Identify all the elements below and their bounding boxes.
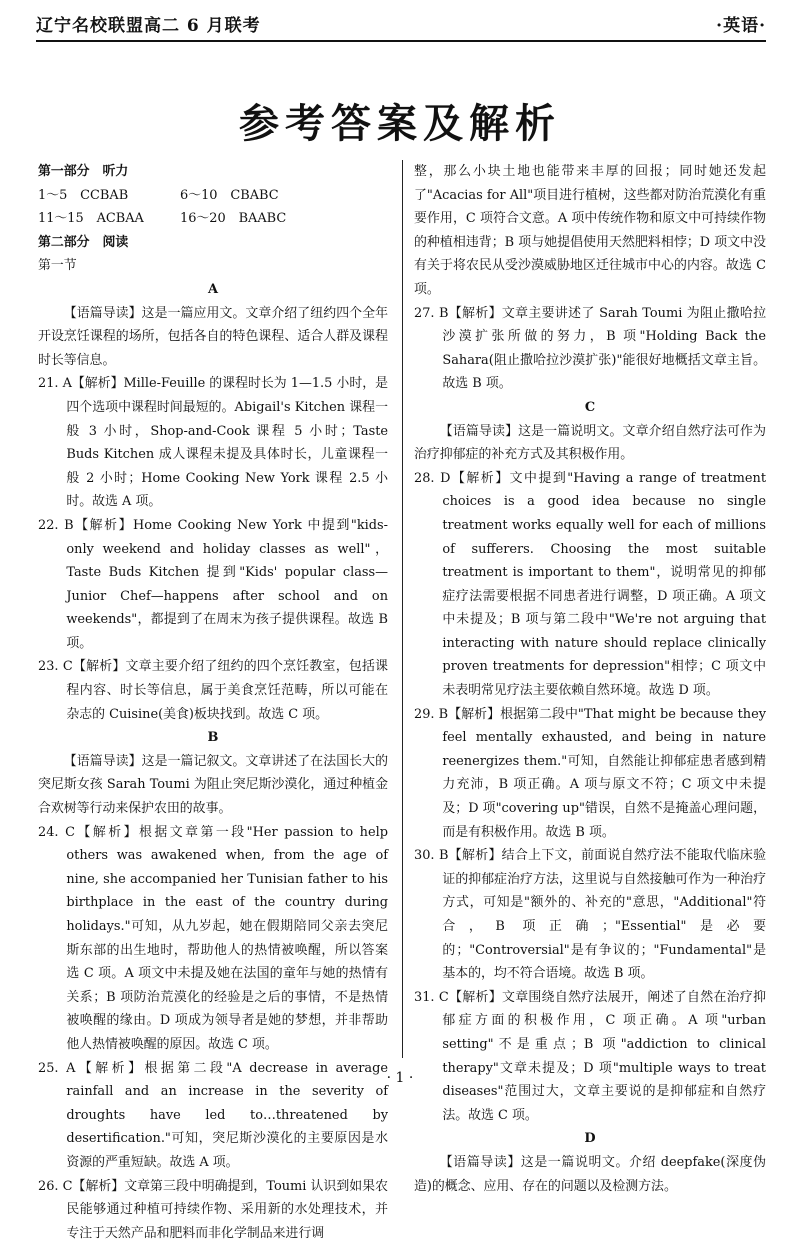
answer-explanation: 27. B【解析】文章主要讲述了 Sarah Toumi 为阻止撒哈拉沙漠扩张所做的努力，B 项"Holding Back the Sahara(阻止撒哈拉沙漠扩张)"能很好地概括文章主旨。故选 B 项。 — [414, 305, 766, 392]
answer-explanation: 28. D【解析】文中提到"Having a range of treatment choices is a good idea because no single treatment works equally well for each of millions of sufferers. Choosing the most suitable treatment is important to them"，说明常见的抑郁症疗法需要根据不同患者进行调整，D 项正确。A 项文中未提及；B 项与第二段中"We're not arguing that interacting with nature should replace clinically proven treatments for depression"相悖；C 项文中未表明常见疗法主要依赖自然环境。故选 D 项。 — [414, 470, 766, 699]
passage-intro: 【语篇导读】这是一篇说明文。文章介绍自然疗法可作为治疗抑郁症的补充方式及其积极作用。 — [414, 423, 766, 463]
passage-intro: 【语篇导读】这是一篇记叙文。文章讲述了在法国长大的突尼斯女孩 Sarah Toumi 为阻止突尼斯沙漠化，通过种植金合欢树等行动来保护农田的故事。 — [38, 753, 388, 817]
column-divider — [402, 160, 403, 1058]
answer-row — [38, 207, 388, 231]
answer-explanation: 22. B【解析】Home Cooking New York 中提到"kids-only weekend and holiday classes as well"，Taste Buds Kitchen 提到"Kids' popular class—Junior Chef—happens after school and on weekends"，都提到了在周末为孩子提供课程。故选 B 项。 — [38, 517, 388, 651]
exam-title: 辽宁名校联盟高二 6 月联考 — [36, 16, 261, 36]
passage-intro: 【语篇导读】这是一篇说明文。介绍 deepfake(深度伪造)的概念、应用、存在的问题以及检测方法。 — [414, 1154, 766, 1194]
page-header — [36, 8, 766, 42]
passage-intro: 【语篇导读】这是一篇应用文。文章介绍了纽约四个全年开设烹饪课程的场所，包括各自的特色课程、适合人群及课程时长等信息。 — [38, 305, 388, 368]
answer-explanation: 21. A【解析】Mille-Feuille 的课程时长为 1—1.5 小时，是四个选项中课程时间最短的。Abigail's Kitchen 课程一般 3 小时，Shop-and-Cook 课程 5 小时；Taste Buds Kitchen 成人课程未提及具体时长，儿童课程一般 2 小时；Home Cooking New York 课程 2.5 小时。故选 A 项。 — [38, 376, 388, 510]
answer-group: 11～15 ACBAA — [38, 211, 144, 227]
answer-explanation: 31. C【解析】文章围绕自然疗法展开，阐述了自然在治疗抑郁症方面的积极作用，C 项正确。A 项"urban setting"不是重点；B 项"addiction to clinical therapy"文章未提及；D 项"multiple ways to treat diseases"范围过大，文章主要说的是抑郁症和自然疗法。故选 C 项。 — [414, 989, 766, 1123]
answer-row — [38, 184, 388, 208]
section-title: 第一节 — [38, 258, 77, 274]
answer-explanation: 24. C【解析】根据文章第一段"Her passion to help others was awakened when, from the age of nine, she accompanied her Tunisian father to his birthplace in the east of the country during holidays."可知，从九岁起，她在假期陪同父亲去突尼斯东部的出生地时，帮助他人的热情被唤醒，所以答案选 C 项。A 项文中未提及她在法国的童年与她的热情有关系；B 项防治荒漠化的经验是之后的事情，不是热情被唤醒的缘由。D 项成为领导者是她的梦想，并非帮助他人热情被唤醒的原因。故选 C 项。 — [38, 824, 388, 1052]
answer-explanation: 26. C【解析】文章第三段中明确提到，Toumi 认识到如果农民能够通过种植可持续作物、采用新的水处理技术，并专注于天然产品和肥料而非化学制品来进行调 — [38, 1178, 388, 1241]
answer-explanation: 23. C【解析】文章主要介绍了纽约的四个烹饪教室，包括课程内容、时长等信息，属于美食烹饪范畴，所以可能在杂志的 Cuisine(美食)板块找到。故选 C 项。 — [38, 659, 388, 722]
answer-explanation: 29. B【解析】根据第二段中"That might be because they feel mentally exhausted, and being in nature reenergizes them."可知，自然能让抑郁症患者感到精力充沛，B 项正确。A 项与原文不符；C 项文中未提及；D 项"covering up"错误，自然不是掩盖心理问题，而是有积极作用。故选 B 项。 — [414, 706, 766, 840]
answer-explanation: 25. A【解析】根据第二段"A decrease in average rainfall and an increase in the severity of droughts have led to…threatened by desertification."可知，突尼斯沙漠化的主要原因是水资源的严重短缺。故选 A 项。 — [38, 1060, 388, 1170]
answer-explanation: 30. B【解析】结合上下文，前面说自然疗法不能取代临床验证的抑郁症治疗方法，这里说与自然接触可作为一种治疗方式，可知是"额外的、补充的"意思，"Additional"符合，B 项正确；"Essential"是必要的；"Controversial"是有争议的；"Fundamental"是基本的，均不符合语境。故选 B 项。 — [414, 848, 766, 982]
right-column — [414, 160, 766, 1198]
passage-letter: D — [584, 1131, 596, 1147]
passage-letter: B — [207, 730, 219, 746]
answer-group: 6～10 CBABC — [180, 187, 279, 203]
part1-title: 第一部分 听力 — [38, 164, 129, 179]
page-number: · 1 · — [386, 1070, 414, 1086]
passage-letter: A — [207, 281, 218, 297]
answer-group: 1～5 CCBAB — [38, 187, 129, 203]
answer-explanation-continued: 整，那么小块土地也能带来丰厚的回报；同时她还发起了"Acacias for All"项目进行植树，这些都对防治荒漠化有重要作用，C 项符合文意。A 项中传统作物和原文中可持续作物的种植相违背；B 项与她提倡使用天然肥料相悖；D 项文中没有关于将农民从受沙漠威胁地区迁往城市中心的内容。故选 C 项。 — [414, 164, 766, 297]
page-title: 参考答案及解析 — [239, 101, 561, 147]
subject-label: ·英语· — [716, 16, 766, 36]
answer-group: 16～20 BAABC — [180, 211, 287, 227]
part2-title: 第二部分 阅读 — [38, 234, 129, 250]
passage-letter: C — [584, 399, 596, 415]
